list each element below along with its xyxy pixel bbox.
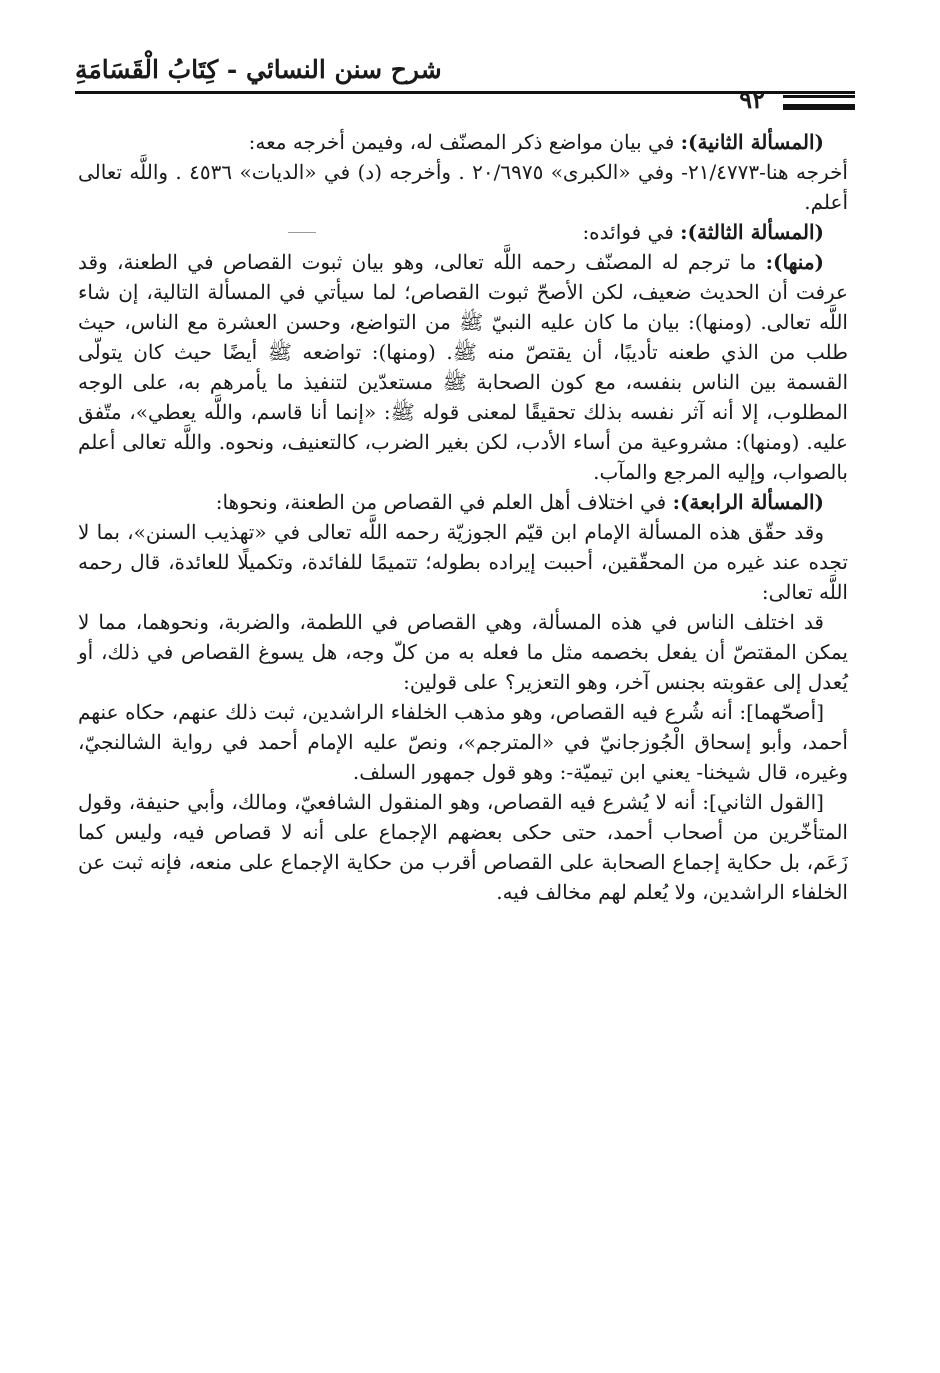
page-number: ٩٢ [739,85,765,114]
paragraph-5 [78,487,848,517]
paragraph-8 [78,697,848,787]
paragraph-1 [78,127,848,157]
header-double-rule [783,95,855,107]
running-title: شرح سنن النسائي - كِتَابُ الْقَسَامَةِ [75,55,442,84]
paragraph-text: في بيان مواضع ذكر المصنّف له، وفيمن أخرجه معه: [248,130,681,154]
paragraph-3 [78,217,848,247]
paragraph-lead: (المسألة الرابعة): [672,490,824,514]
paragraph-lead: (المسألة الثانية): [680,130,824,154]
paragraph-4 [78,247,848,487]
paragraph-7 [78,607,848,697]
page-body [78,127,848,907]
header-rule [75,91,855,94]
paragraph-text: وقد حقّق هذه المسألة الإمام ابن قيّم الجوزيّة رحمه اللَّه تعالى في «تهذيب السنن»، بما لا تجده عند غيره من المحقّقين، أحببت إيراده بطوله؛ تتميمًا للفائدة، وتكميلًا للعائدة، قال رحمه اللَّه تعالى: [78,520,848,604]
paragraph-lead: (المسألة الثالثة): [680,220,824,244]
paragraph-text: قد اختلف الناس في هذه المسألة، وهي القصاص في اللطمة، والضربة، ونحوهما، مما لا يمكن المقتصّ أن يفعل بخصمه مثل ما فعله به من كلّ وجه، هل يسوغ القصاص في ذلك، أو يُعدل إلى عقوبته بجنس آخر، وهو التعزير؟ على قولين: [78,610,848,694]
paragraph-lead: (منها): [765,250,824,274]
paragraph-text: في اختلاف أهل العلم في القصاص من الطعنة، ونحوها: [215,490,673,514]
paragraph-text: في فوائده: [582,220,681,244]
paragraph-text: ما ترجم له المصنّف رحمه اللَّه تعالى، وهو بيان ثبوت القصاص في الطعنة، وقد عرفت أن الحديث ضعيف، لكن الأصحّ ثبوت القصاص؛ لما سيأتي في المسألة التالية، إن شاء اللَّه تعالى. (ومنها): بيان ما كان عليه النبيّ ﷺ من التواضع، وحسن العشرة مع الناس، حيث طلب من الذي طعنه تأديبًا، أن يقتصّ منه ﷺ. (ومنها): تواضعه ﷺ أيضًا حيث كان يتولّى القسمة بين الناس بنفسه، مع كون الصحابة ﷺ مستعدّين لتنفيذ ما يأمرهم به، على الوجه المطلوب، إلا أنه آثر نفسه بذلك تحقيقًا لمعنى قوله ﷺ: «إنما أنا قاسم، واللَّه يعطي»، متّفق عليه. (ومنها): مشروعية من أساء الأدب، لكن بغير الضرب، كالتعنيف، ونحوه. واللَّه تعالى أعلم بالصواب، وإليه المرجع والمآب. [78,250,849,484]
page-header [75,55,855,115]
paragraph-2 [78,157,848,217]
paragraph-9 [78,787,848,907]
paragraph-text: [القول الثاني]: أنه لا يُشرع فيه القصاص، وهو المنقول الشافعيّ، ومالك، وأبي حنيفة، وقول المتأخّرين من أصحاب أحمد، حتى حكى بعضهم الإجماع على أنه لا قصاص فيه، وليس كما زَعَم، بل حكاية إجماع الصحابة على القصاص أقرب من حكاية الإجماع على منعه، فإنه ثبت عن الخلفاء الراشدين، ولا يُعلم لهم مخالف فيه. [78,790,848,904]
paragraph-text: أخرجه هنا-٢١/٤٧٧٣- وفي «الكبرى» ٢٠/٦٩٧٥ . وأخرجه (د) في «الديات» ٤٥٣٦ . واللَّه تعالى أعلم. [78,160,848,214]
paragraph-6 [78,517,848,607]
header-rule-lower [783,107,855,110]
paragraph-text: [أصحّهما]: أنه شُرع فيه القصاص، وهو مذهب الخلفاء الراشدين، ثبت ذلك عنهم، حكاه عنهم أحمد، وأبو إسحاق الْجُوزجانيّ في «المترجم»، ونصّ عليه الإمام أحمد في رواية الشالنجيّ، وغيره، قال شيخنا- يعني ابن تيميّة-: وهو قول جمهور السلف. [78,700,848,784]
